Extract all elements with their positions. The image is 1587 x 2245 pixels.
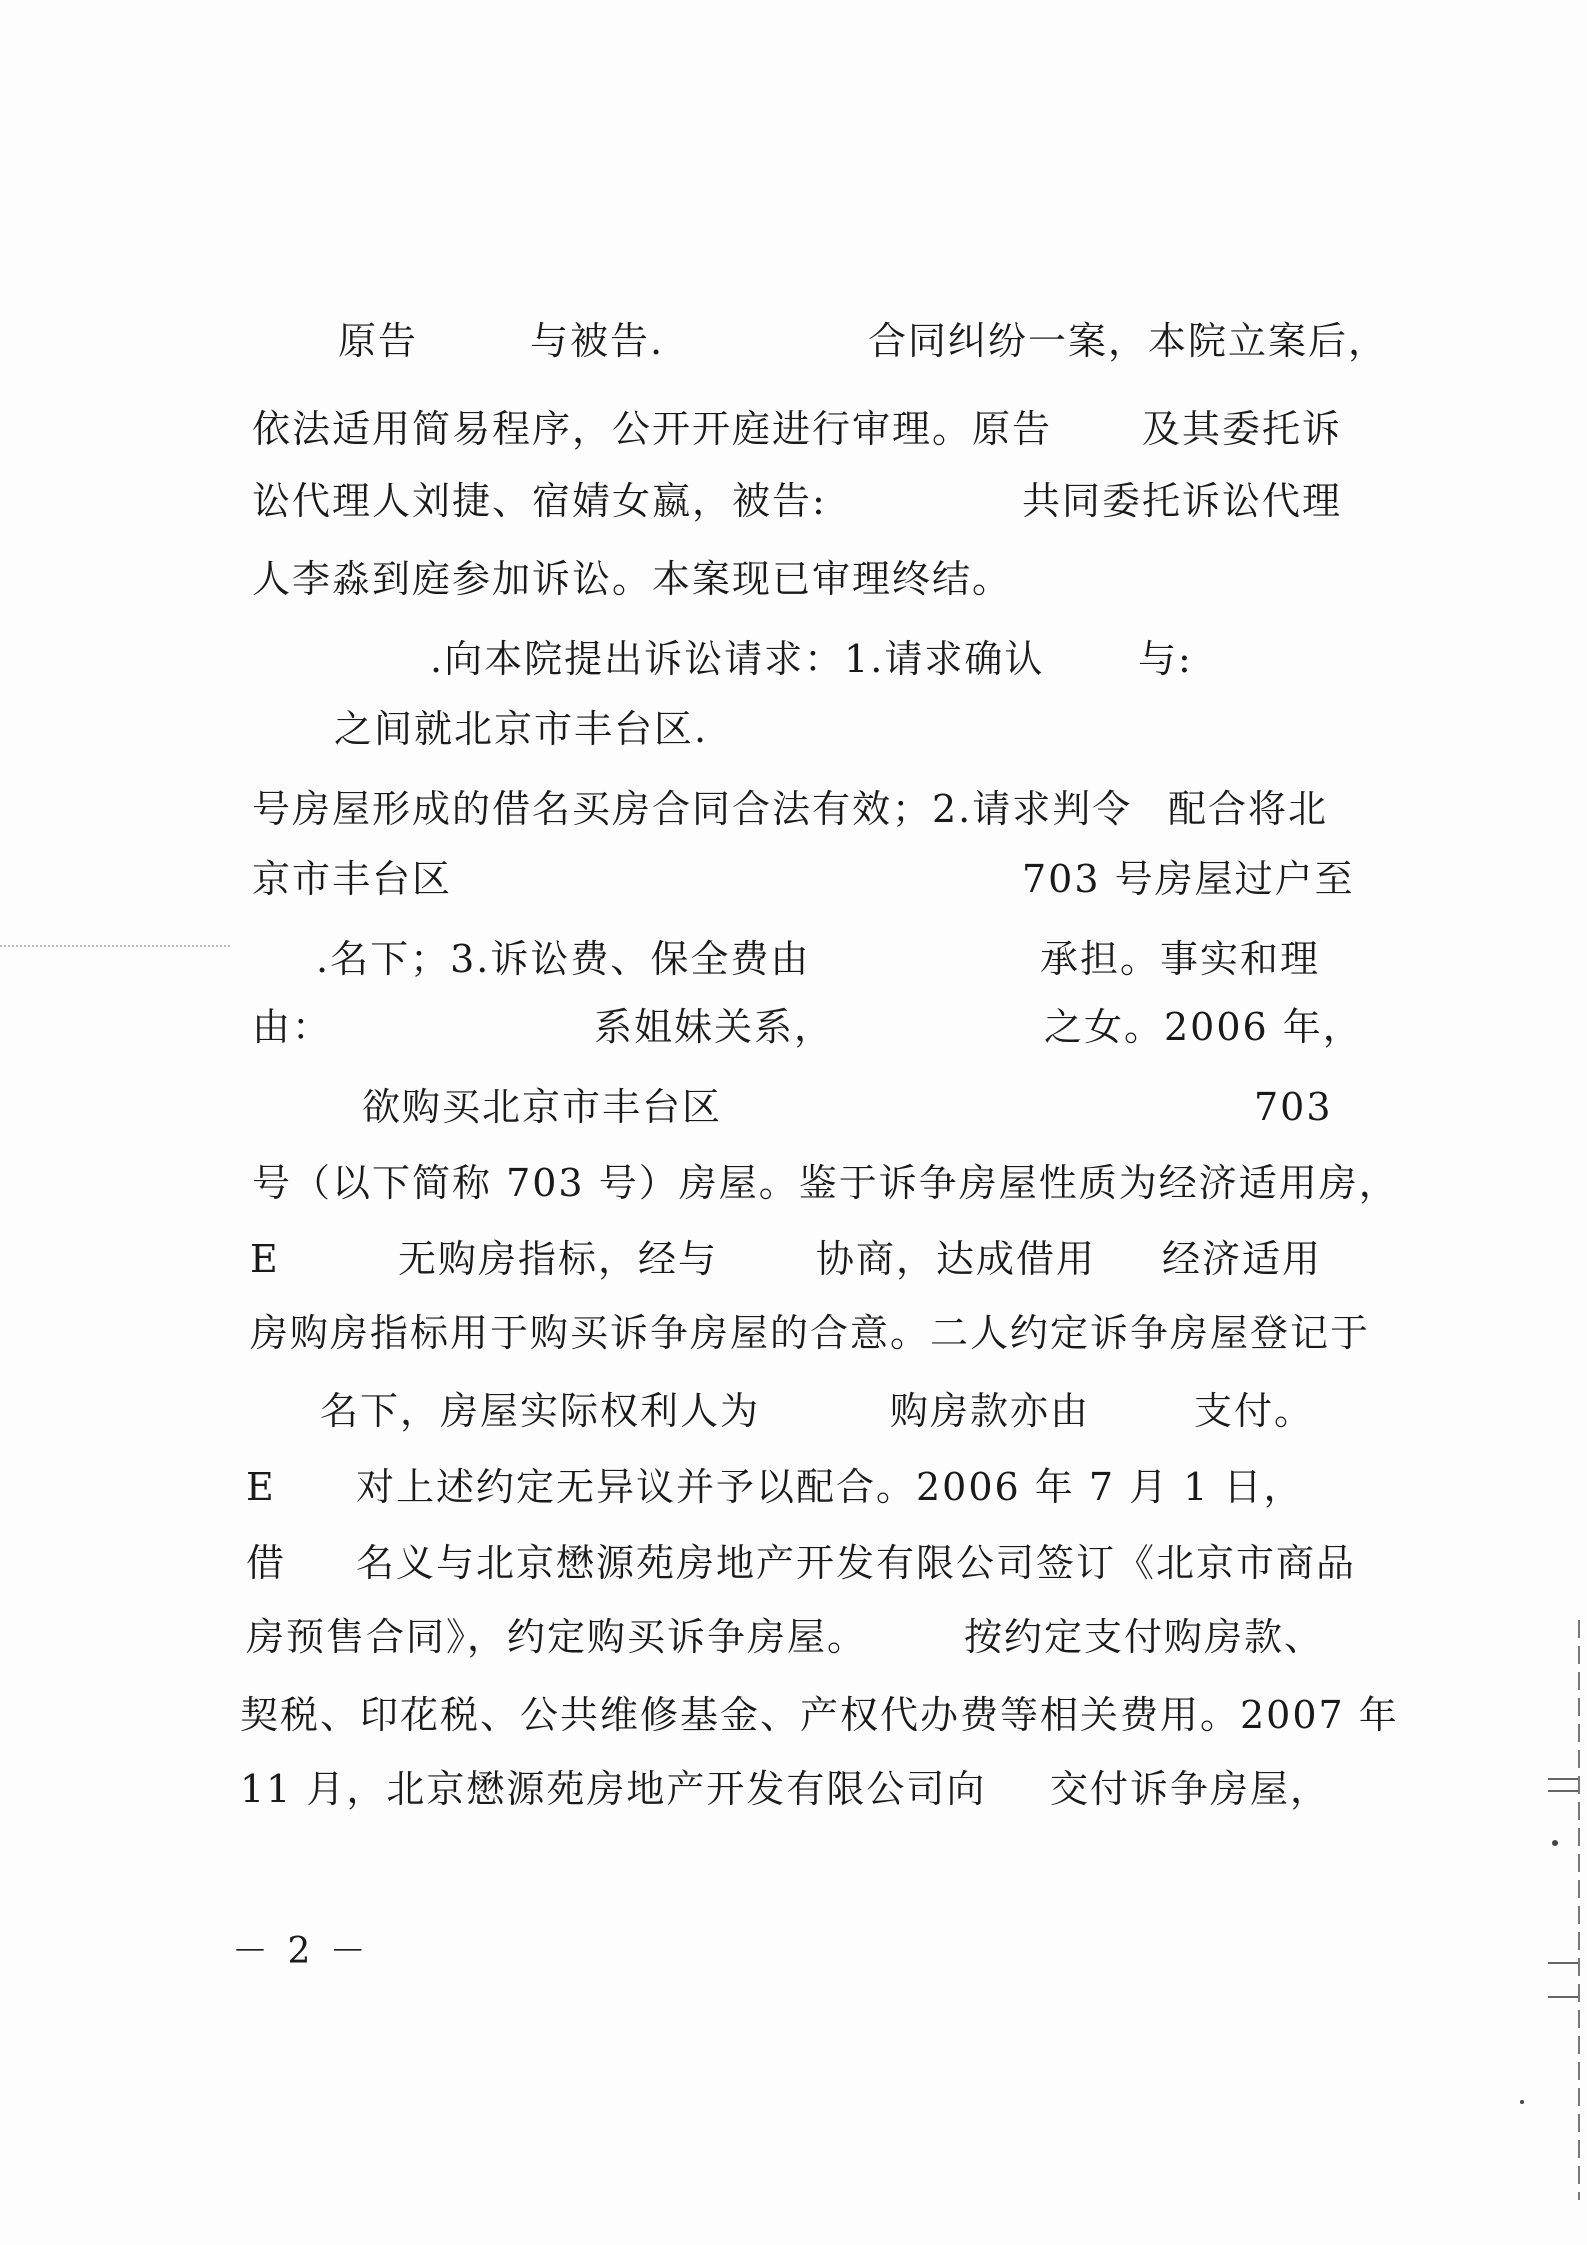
text-segment: 购房款亦由 — [890, 1389, 1091, 1433]
scan-speck — [1520, 2100, 1524, 2104]
text-segment: 共同委托诉讼代理 — [1022, 479, 1343, 523]
text-segment: 号房屋形成的借名买房合同合法有效；2.请求判令 — [252, 787, 1133, 831]
text-segment: 由： — [252, 1005, 333, 1049]
text-segment: 配合将北 — [1168, 787, 1329, 831]
text-segment: 承担。事实和理 — [1040, 937, 1321, 981]
text-segment: 房购房指标用于购买诉争房屋的合意。二人约定诉争房屋登记于 — [250, 1311, 1371, 1355]
text-segment: 契税、印花税、公共维修基金、产权代办费等相关费用。2007 年 — [240, 1693, 1399, 1737]
text-segment: 与: — [1138, 637, 1193, 681]
text-segment: .向本院提出诉讼请求：1.请求确认 — [430, 637, 1045, 681]
text-segment: 703 号房屋过户至 — [1022, 857, 1355, 901]
text-segment: 协商，达成借用 — [816, 1237, 1097, 1281]
text-segment: 房预售合同》，约定购买诉争房屋。 — [246, 1615, 868, 1659]
text-segment: 名下，房屋实际权利人为 — [320, 1389, 761, 1433]
text-segment: 之女。2006 年， — [1044, 1005, 1363, 1049]
text-segment: 支付。 — [1194, 1389, 1315, 1433]
text-segment: 原告 — [338, 319, 419, 363]
text-segment: 对上述约定无异议并予以配合。2006 年 7 月 1 日， — [356, 1465, 1304, 1509]
text-segment: 京市丰台区 — [252, 857, 453, 901]
text-segment: 11 月，北京懋源苑房地产开发有限公司向 — [240, 1767, 987, 1811]
text-segment: 欲购买北京市丰台区 — [362, 1085, 723, 1129]
scan-edge-tick — [1548, 1996, 1578, 1998]
text-segment: 借 — [246, 1541, 287, 1585]
text-segment: 703 — [1254, 1085, 1333, 1129]
text-segment: 经济适用 — [1162, 1237, 1323, 1281]
text-segment: 交付诉争房屋， — [1050, 1767, 1331, 1811]
text-segment: 无购房指标，经与 — [398, 1237, 719, 1281]
scan-speck — [1552, 1840, 1558, 1846]
text-segment: 讼代理人刘捷、宿婧女嬴，被告: — [252, 479, 827, 523]
text-segment: 按约定支付购房款、 — [964, 1615, 1325, 1659]
scan-edge-tick — [1548, 1962, 1578, 1964]
scan-dotted-line — [0, 945, 230, 947]
text-segment: 之间就北京市丰台区. — [334, 707, 709, 751]
scan-edge-tick — [1548, 1778, 1578, 1780]
text-segment: 与被告. — [530, 319, 665, 363]
text-segment: .名下；3.诉讼费、保全费由 — [316, 937, 811, 981]
text-segment: 及其委托诉 — [1142, 407, 1343, 451]
page-number: － 2 － — [232, 1931, 370, 1972]
text-segment: E — [250, 1237, 280, 1281]
text-segment: 名义与北京懋源苑房地产开发有限公司签订《北京市商品 — [356, 1541, 1357, 1585]
text-segment: 号（以下简称 703 号）房屋。鉴于诉争房屋性质为经济适用房， — [252, 1161, 1399, 1205]
scan-edge-rule — [1578, 1620, 1580, 2200]
text-segment: 系姐妹关系， — [594, 1005, 835, 1049]
scan-edge-tick — [1548, 1790, 1578, 1792]
text-segment: E — [246, 1465, 276, 1509]
text-segment: 人李淼到庭参加诉讼。本案现已审理终结。 — [252, 557, 1013, 601]
text-segment: 依法适用简易程序，公开开庭进行审理。原告 — [252, 407, 1053, 451]
text-segment: 合同纠纷一案，本院立案后， — [868, 319, 1389, 363]
